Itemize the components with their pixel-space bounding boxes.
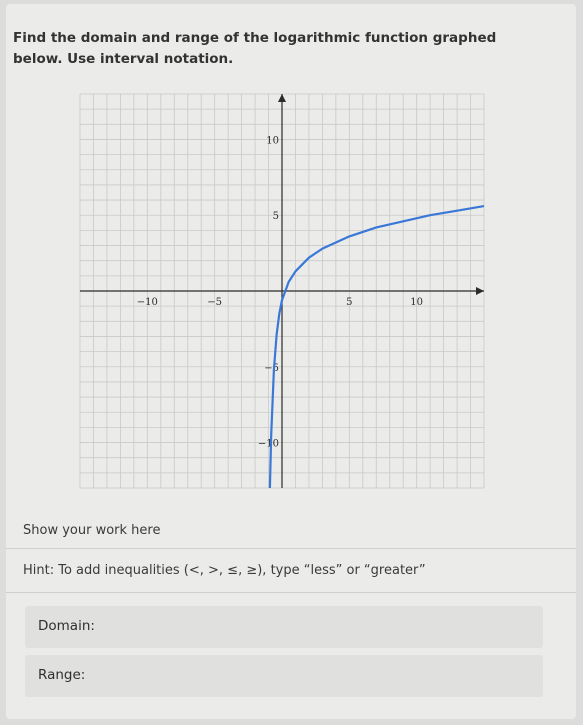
y-tick-label: 10 <box>266 135 279 147</box>
x-tick-label: 10 <box>410 297 424 308</box>
domain-label: Domain: <box>38 618 95 634</box>
y-axis-arrow <box>278 94 286 102</box>
y-tick-label: −10 <box>257 438 279 450</box>
axes <box>80 94 484 488</box>
log-curve <box>270 206 484 488</box>
question-text: Find the domain and range of the logarithmic function graphed below. Use interval notation. <box>13 30 497 67</box>
range-answer-field[interactable] <box>25 655 543 697</box>
x-tick-label: 5 <box>346 297 353 308</box>
divider <box>6 548 576 549</box>
show-work-label[interactable]: Show your work here <box>23 523 161 538</box>
range-label: Range: <box>38 667 86 683</box>
tick-labels <box>137 135 423 449</box>
divider <box>6 592 576 593</box>
hint-text: Hint: To add inequalities (<, >, ≤, ≥), type “less” or “greater” <box>23 563 426 578</box>
graph <box>72 86 492 496</box>
x-tick-label: −5 <box>207 297 223 308</box>
y-tick-label: 5 <box>272 211 279 223</box>
log-function-graph <box>72 86 492 496</box>
y-tick-label: −5 <box>264 362 279 374</box>
x-tick-label: −10 <box>136 297 158 308</box>
domain-answer-field[interactable] <box>25 606 543 648</box>
x-axis-arrow <box>476 287 484 295</box>
